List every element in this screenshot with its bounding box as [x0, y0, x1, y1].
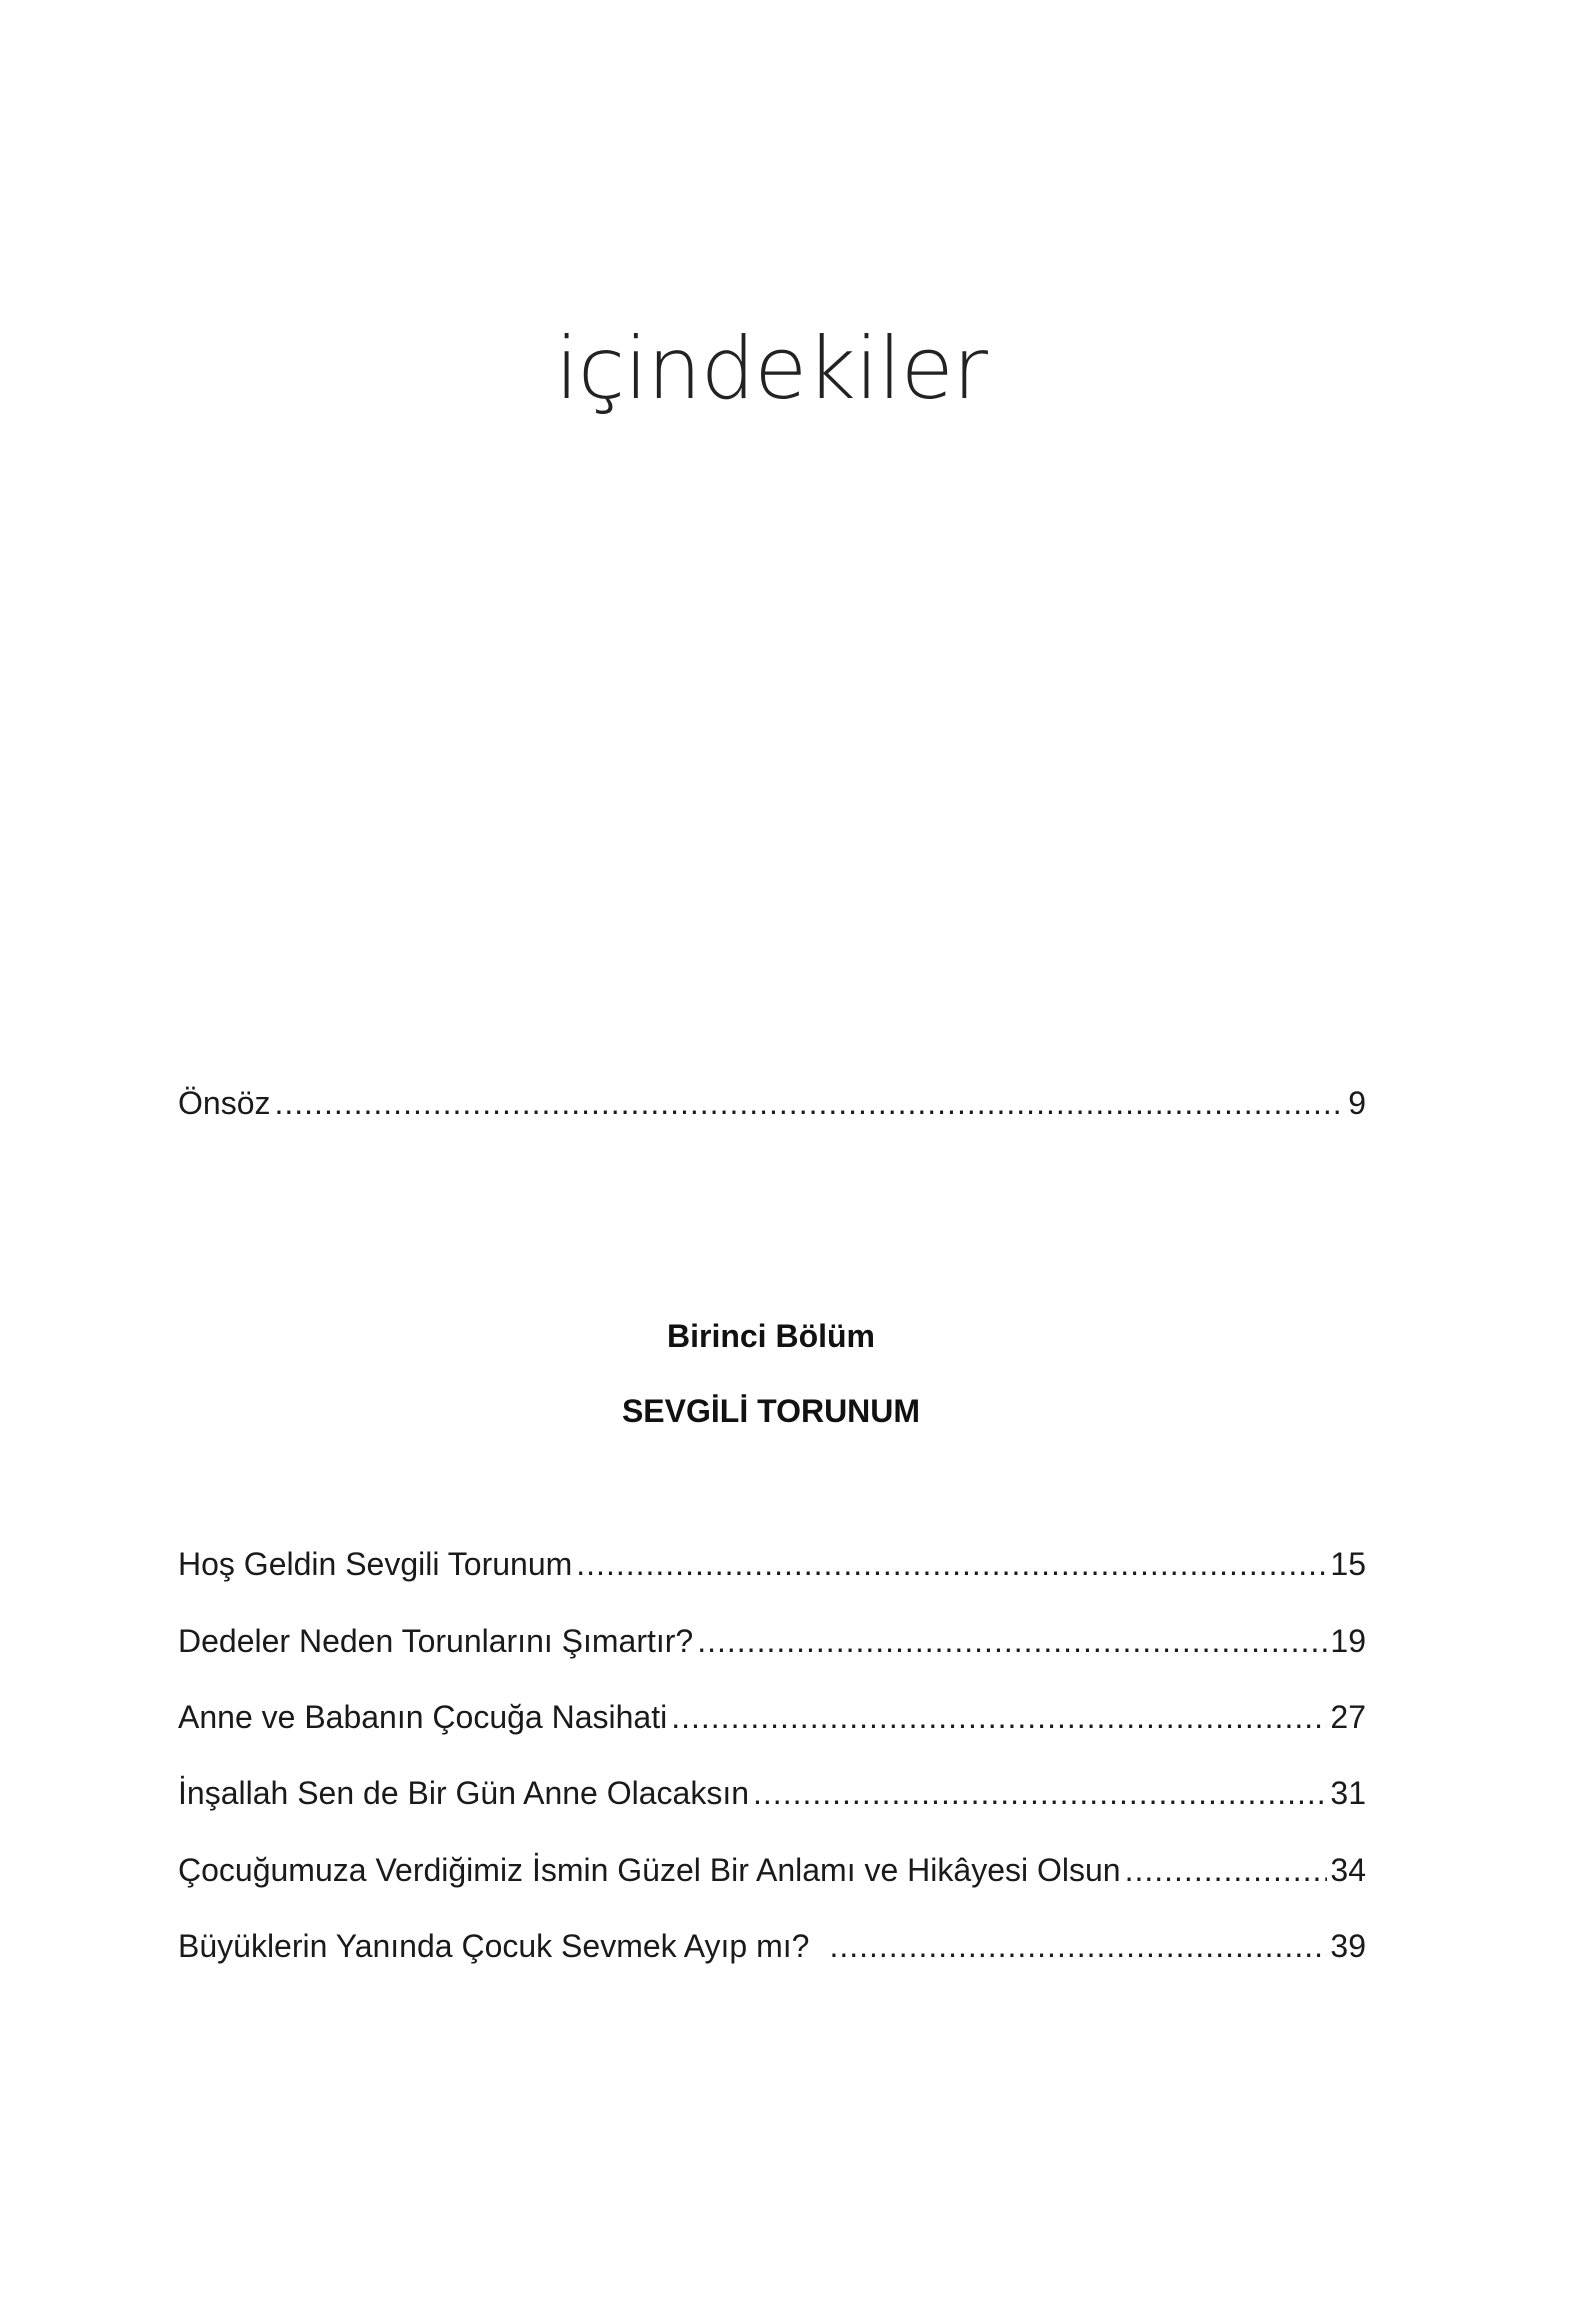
toc-entry[interactable]	[178, 1926, 1366, 1966]
toc-entry-page-number: 31	[1330, 1775, 1366, 1811]
dot-leader	[671, 1697, 1327, 1737]
part-label: Birinci Bölüm	[666, 1318, 875, 1354]
toc-entry-page-number: 15	[1330, 1546, 1366, 1582]
dot-leader	[1125, 1850, 1328, 1890]
toc-entry-title: Çocuğumuza Verdiğimiz İsmin Güzel Bir Anlamı ve Hikâyesi Olsun	[178, 1852, 1121, 1888]
toc-entry-title: Anne ve Babanın Çocuğa Nasihati	[178, 1699, 668, 1735]
toc-entry[interactable]	[178, 1773, 1366, 1813]
toc-entry-page-number: 34	[1330, 1852, 1366, 1888]
toc-entry-page-number: 27	[1330, 1699, 1366, 1735]
toc-entry[interactable]	[178, 1850, 1366, 1890]
part-title: SEVGİLİ TORUNUM	[621, 1393, 921, 1429]
dot-leader	[829, 1926, 1327, 1966]
toc-entry[interactable]	[178, 1697, 1366, 1737]
toc-entry[interactable]	[178, 1621, 1366, 1661]
toc-entry[interactable]	[178, 1544, 1366, 1584]
page-title: içindekiler	[555, 318, 987, 419]
toc-entry-title: Dedeler Neden Torunlarını Şımartır?	[178, 1623, 694, 1659]
toc-entry-page-number: 39	[1330, 1928, 1366, 1964]
dot-leader	[697, 1621, 1327, 1661]
toc-entry-page-number: 9	[1348, 1085, 1366, 1121]
dot-leader	[576, 1544, 1327, 1584]
toc-entry-page-number: 19	[1330, 1623, 1366, 1659]
toc-entry-preface[interactable]	[178, 1083, 1366, 1123]
dot-leader	[274, 1083, 1345, 1123]
toc-entry-title: Önsöz	[178, 1085, 271, 1121]
toc-entry-title: Büyüklerin Yanında Çocuk Sevmek Ayıp mı?	[178, 1928, 810, 1964]
dot-leader	[753, 1773, 1327, 1813]
toc-entry-title: İnşallah Sen de Bir Gün Anne Olacaksın	[178, 1775, 750, 1811]
toc-entry-title: Hoş Geldin Sevgili Torunum	[178, 1546, 573, 1582]
